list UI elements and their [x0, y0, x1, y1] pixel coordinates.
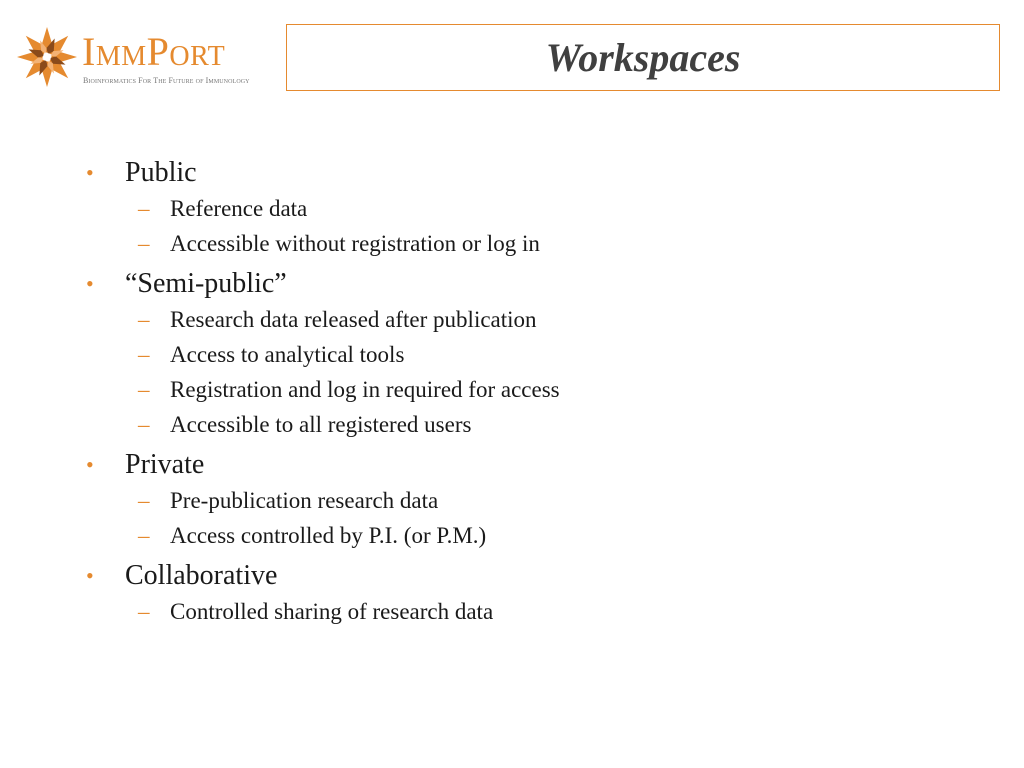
bullet-item [86, 447, 986, 483]
bullet-label: Private [125, 449, 205, 480]
sub-bullet-text: Research data released after publication [170, 307, 537, 332]
bullet-marker: • [86, 563, 94, 588]
sub-bullet-text: Reference data [170, 196, 308, 221]
sub-bullet-item [86, 407, 986, 442]
bullet-item [86, 266, 986, 302]
sub-bullet-item [86, 372, 986, 407]
sub-bullet-text: Controlled sharing of research data [170, 599, 494, 624]
bullet-marker: • [86, 452, 94, 477]
logo-wordmark: ImmPort [82, 29, 226, 74]
bullet-marker: • [86, 271, 94, 296]
sub-bullet-marker: – [138, 599, 150, 624]
sub-bullet-marker: – [138, 307, 150, 332]
slide-title: Workspaces [545, 35, 741, 80]
sub-bullet-marker: – [138, 523, 150, 548]
sub-bullet-text: Access controlled by P.I. (or P.M.) [170, 523, 487, 548]
immport-logo [16, 24, 278, 94]
sub-bullet-item [86, 191, 986, 226]
sub-bullet-text: Access to analytical tools [170, 342, 405, 367]
sub-bullet-item [86, 226, 986, 261]
sub-bullet-marker: – [138, 196, 150, 221]
bullet-label: Collaborative [125, 560, 278, 591]
sub-bullet-marker: – [138, 231, 150, 256]
title-box [286, 24, 1000, 91]
logo-tagline: Bioinformatics For The Future of Immunology [83, 76, 250, 85]
bullet-item [86, 558, 986, 594]
sub-bullet-marker: – [138, 488, 150, 513]
bullet-marker: • [86, 160, 94, 185]
sub-bullet-item [86, 483, 986, 518]
sub-bullet-item [86, 518, 986, 553]
sub-bullet-text: Registration and log in required for access [170, 377, 560, 402]
sub-bullet-marker: – [138, 412, 150, 437]
bullet-list [86, 150, 986, 629]
immport-star-logo-icon [16, 24, 78, 90]
sub-bullet-item [86, 337, 986, 372]
sub-bullet-marker: – [138, 342, 150, 367]
sub-bullet-marker: – [138, 377, 150, 402]
bullet-item [86, 155, 986, 191]
sub-bullet-item [86, 302, 986, 337]
sub-bullet-text: Accessible without registration or log in [170, 231, 540, 256]
sub-bullet-text: Pre-publication research data [170, 488, 439, 513]
sub-bullet-item [86, 594, 986, 629]
sub-bullet-text: Accessible to all registered users [170, 412, 472, 437]
bullet-label: Public [125, 157, 197, 188]
bullet-label: “Semi-public” [125, 268, 287, 299]
